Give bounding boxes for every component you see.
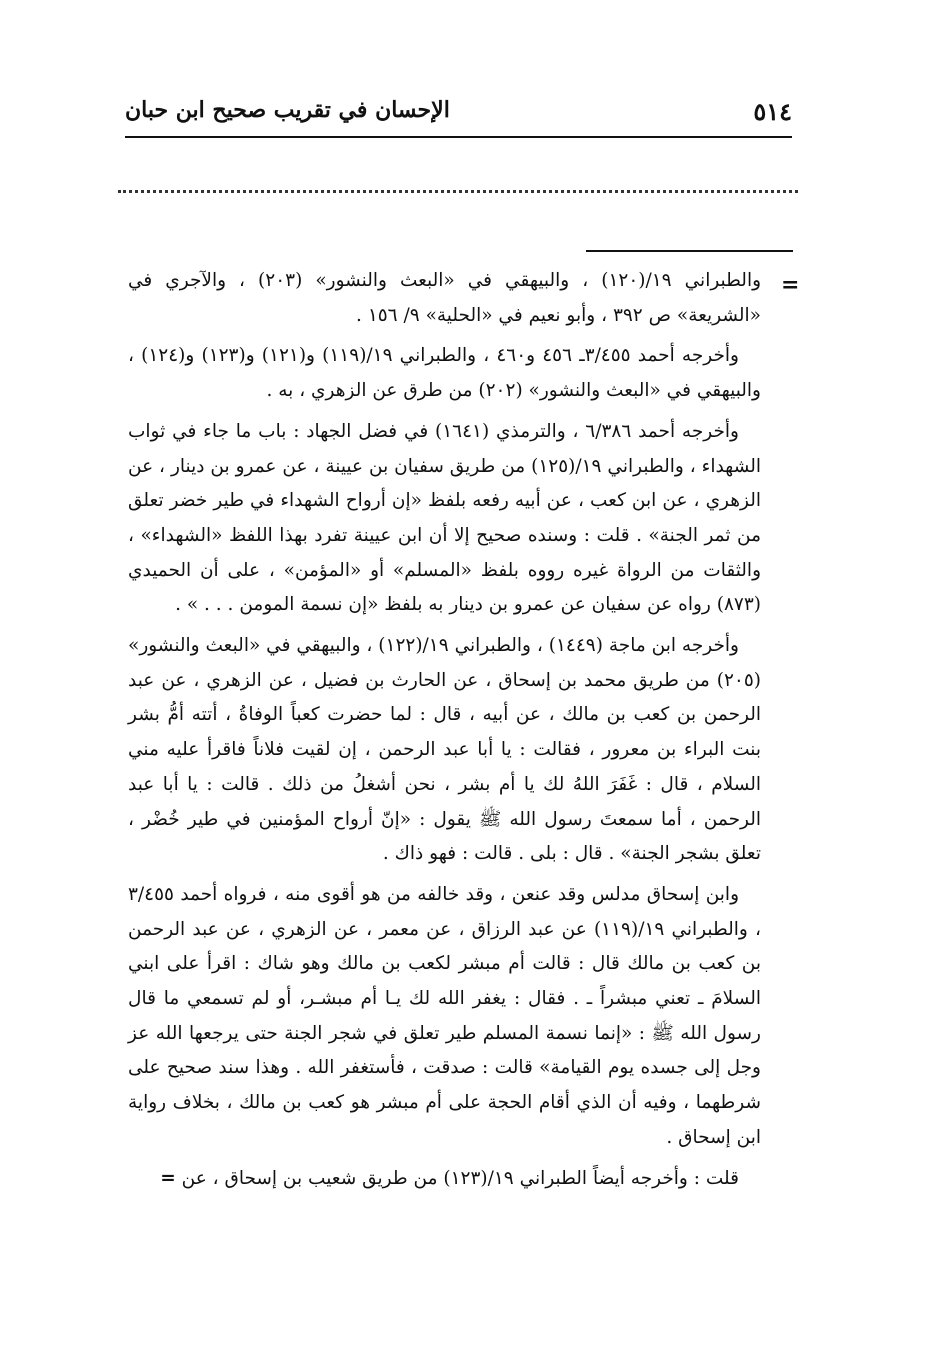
running-header — [125, 95, 792, 135]
book-title: الإحسان في تقريب صحيح ابن حبان — [125, 97, 450, 123]
footnotes-block — [128, 264, 761, 1202]
page-number: ٥١٤ — [753, 97, 792, 126]
continuation-mark: = — [781, 272, 800, 298]
end-continuation-mark: = — [160, 1167, 176, 1189]
footnote-paragraph: وأخرجه أحمد ٦/٣٨٦ ، والترمذي (١٦٤١) في فضل الجهاد : باب ما جاء في ثواب الشهداء ، والطبراني ١٩/(١٢٥) من طريق سفيان بن عيينة ، عن عمرو بن دينار ، عن الزهري ، عن ابن كعب ، عن أبيه رفعه بلفظ «إن أرواح الشهداء في طير خضر تعلق من ثمر الجنة» . قلت : وسنده صحيح إلا أن ابن عيينة تفرد بهذا اللفظ «الشهداء» ، والثقات من الرواة غيره رووه بلفظ «المسلم» أو «المؤمن» ، على أن الحميدي (٨٧٣) رواه عن سفيان عن عمرو بن دينار به بلفظ «إن نسمة المومن . . . » . — [128, 420, 761, 616]
footnote-paragraph-text: قلت : وأخرجه أيضاً الطبراني ١٩/(١٢٣) من طريق شعيب بن إسحاق ، عن — [181, 1167, 739, 1189]
dotted-separator — [118, 190, 798, 193]
footnote-paragraph-last — [128, 1162, 761, 1197]
header-rule — [125, 136, 792, 138]
footnote-separator-rule — [586, 250, 793, 252]
footnote-paragraph: وأخرجه أحمد ٣/٤٥٥ـ ٤٥٦ و٤٦٠ ، والطبراني ١٩/(١١٩) و(١٢١) و(١٢٣) و(١٢٤) ، والبيهقي في «البعث والنشور» (٢٠٢) من طرق عن الزهري ، به . — [128, 345, 761, 402]
footnote-paragraph: والطبراني ١٩/(١٢٠) ، والبيهقي في «البعث والنشور» (٢٠٣) ، والآجري في «الشريعة» ص ٣٩٢ ، وأبو نعيم في «الحلية» ٩/ ١٥٦ . — [128, 270, 762, 326]
footnote-paragraph: وأخرجه ابن ماجة (١٤٤٩) ، والطبراني ١٩/(١٢٢) ، والبيهقي في «البعث والنشور» (٢٠٥) من طريق محمد بن إسحاق ، عن الحارث بن فضيل ، عن الزهري ، عن عبد الرحمن بن كعب بن مالك ، عن أبيه ، قال : لما حضرت كعباً الوفاةُ ، أتته أمُّ بشر بنت البراء بن معرور ، فقالت : يا أبا عبد الرحمن ، إن لقيت فلاناً فاقرأ عليه مني السلام ، قال : غَفَرَ اللهُ لك يا أم بشر ، نحن أشغلُ من ذلك . قالت : يا أبا عبد الرحمن ، أما سمعتَ رسول الله ﷺ يقول : «إنّ أرواح المؤمنين في طير خُضْر ، تعلق بشجر الجنة» . قال : بلى . قالت : فهو ذاك . — [128, 635, 761, 865]
footnote-paragraph: وابن إسحاق مدلس وقد عنعن ، وقد خالفه من هو أقوى منه ، فرواه أحمد ٣/٤٥٥ ، والطبراني ١٩/(١١٩) عن عبد الرزاق ، عن معمر ، عن الزهري ، عن عبد الرحمن بن كعب بن مالك قال : قالت أم مبشر لكعب بن مالك وهو شاك : اقرأ على ابني السلامَ ـ تعني مبشراً ـ . فقال : يغفر الله لك يـا أم مبشـر، أو لم تسمعي ما قال رسول الله ﷺ : «إنما نسمة المسلم طير تعلق في شجر الجنة حتى يرجعها الله عز وجل إلى جسده يوم القيامة» قالت : صدقت ، فأستغفر الله . وهذا سند صحيح على شرطهما ، وفيه أن الذي أقام الحجة على أم مبشر هو كعب بن مالك ، بخلاف رواية ابن إسحاق . — [128, 883, 761, 1148]
